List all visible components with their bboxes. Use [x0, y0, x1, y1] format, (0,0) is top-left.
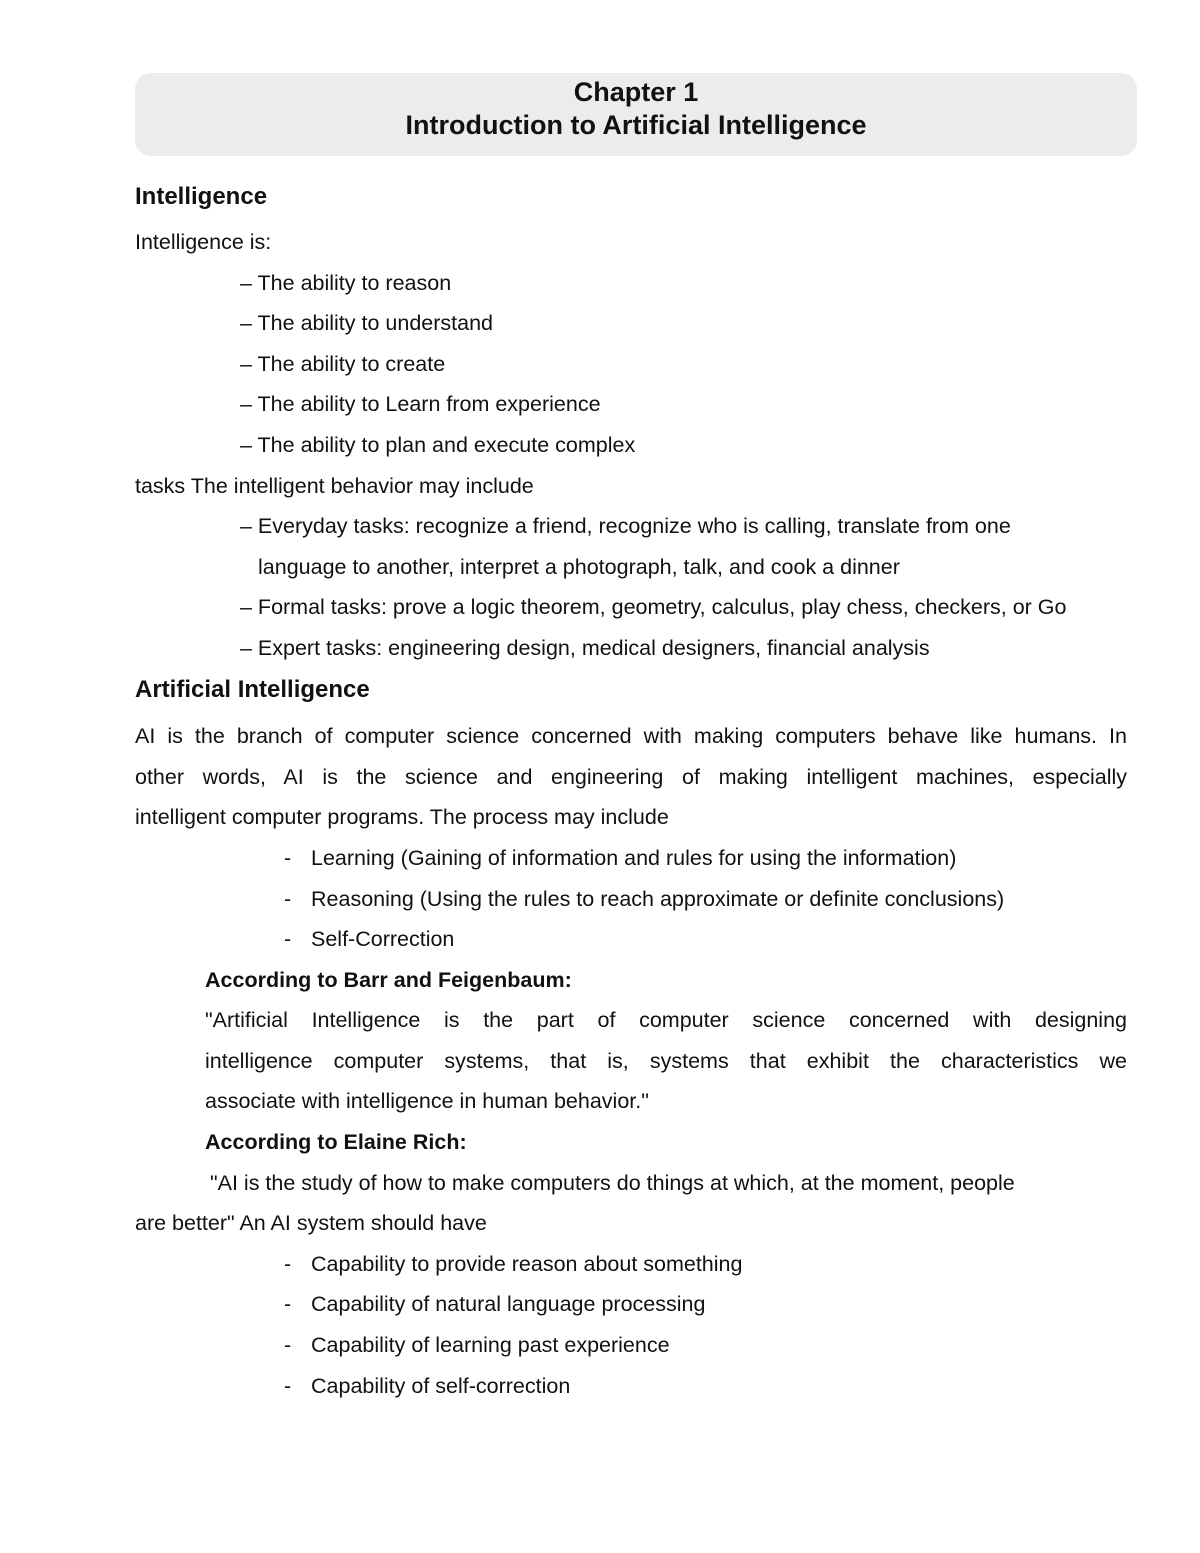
rich-quote-line: "AI is the study of how to make computers do things at which, at the moment, people: [210, 1171, 1015, 1195]
task-item: – Formal tasks: prove a logic theorem, geometry, calculus, play chess, checkers, or Go: [240, 595, 1067, 619]
list-dash: -: [284, 1333, 292, 1357]
ai-paragraph-line: other words, AI is the science and engineering of making intelligent machines, especially: [135, 765, 1127, 789]
barr-quote-line: "Artificial Intelligence is the part of computer science concerned with designing: [205, 1008, 1127, 1032]
chapter-title-box: [135, 73, 1137, 156]
list-dash: -: [284, 1292, 292, 1316]
chapter-title: Introduction to Artificial Intelligence: [405, 110, 867, 140]
list-dash: -: [284, 1374, 292, 1398]
section-heading-intelligence: Intelligence: [135, 183, 268, 210]
ai-paragraph-line: intelligent computer programs. The process may include: [135, 805, 669, 829]
barr-quote-line: associate with intelligence in human behavior.": [205, 1089, 649, 1113]
elaine-rich-heading: According to Elaine Rich:: [205, 1130, 467, 1154]
barr-feigenbaum-heading: According to Barr and Feigenbaum:: [205, 968, 572, 992]
system-capability-item: Capability to provide reason about something: [311, 1252, 743, 1276]
ability-item: – The ability to Learn from experience: [240, 392, 601, 416]
ability-item: – The ability to reason: [240, 271, 452, 295]
system-capability-item: Capability of learning past experience: [311, 1333, 670, 1357]
behavior-intro: tasks The intelligent behavior may include: [135, 474, 534, 498]
task-item-continuation: language to another, interpret a photograph, talk, and cook a dinner: [258, 555, 900, 579]
task-item: – Expert tasks: engineering design, medical designers, financial analysis: [240, 636, 930, 660]
process-item: Reasoning (Using the rules to reach approximate or definite conclusions): [311, 887, 1005, 911]
list-dash: -: [284, 887, 292, 911]
ability-item: – The ability to understand: [240, 311, 493, 335]
barr-quote-line: intelligence computer systems, that is, systems that exhibit the characteristics we: [205, 1049, 1127, 1073]
process-item: Self-Correction: [311, 927, 455, 951]
list-dash: -: [284, 846, 292, 870]
section-heading-ai: Artificial Intelligence: [135, 676, 370, 703]
list-dash: -: [284, 1252, 292, 1276]
task-item: – Everyday tasks: recognize a friend, recognize who is calling, translate from one: [240, 514, 1011, 538]
ai-paragraph-line: AI is the branch of computer science concerned with making computers behave like humans. In: [135, 724, 1127, 748]
intelligence-intro: Intelligence is:: [135, 230, 272, 254]
system-capability-item: Capability of self-correction: [311, 1374, 571, 1398]
rich-quote-line: are better" An AI system should have: [135, 1211, 487, 1235]
process-item: Learning (Gaining of information and rules for using the information): [311, 846, 957, 870]
chapter-number: Chapter 1: [573, 77, 699, 107]
list-dash: -: [284, 927, 292, 951]
system-capability-item: Capability of natural language processing: [311, 1292, 706, 1316]
ability-item: – The ability to plan and execute complex: [240, 433, 636, 457]
ability-item: – The ability to create: [240, 352, 446, 376]
